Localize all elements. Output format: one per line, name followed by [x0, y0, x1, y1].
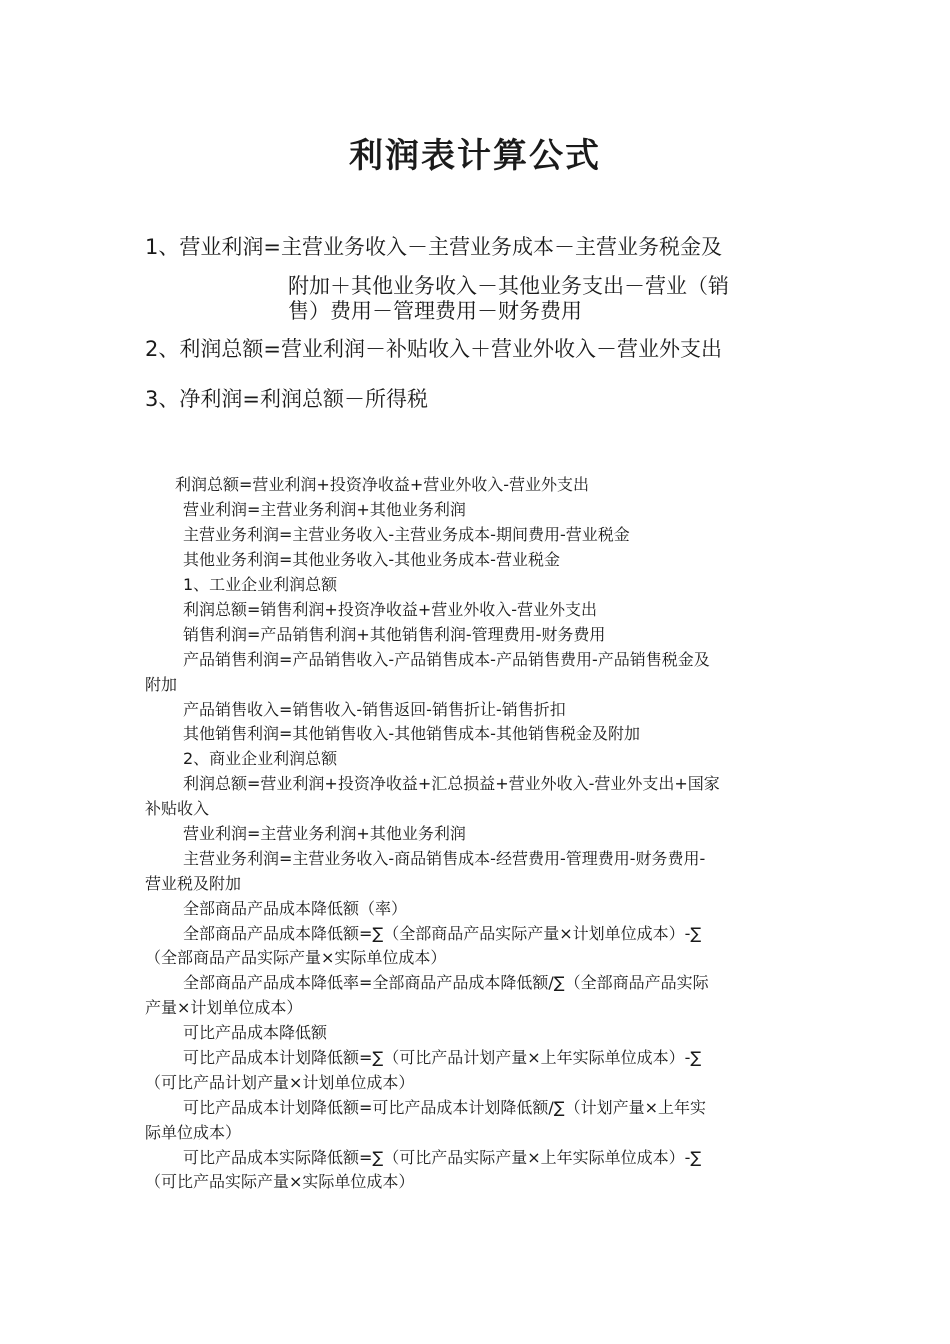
body-line: 附加 — [145, 675, 178, 694]
formula-2: 2、利润总额=营业利润－补贴收入＋营业外收入－营业外支出 — [145, 337, 722, 361]
section-heading: 全部商品产品成本降低额（率） — [183, 899, 408, 918]
body-line: 可比产品成本计划降低额=∑（可比产品计划产量×上年实际单位成本）-∑ — [183, 1048, 702, 1067]
body-line: 利润总额=销售利润+投资净收益+营业外收入-营业外支出 — [183, 600, 597, 619]
body-line: 际单位成本） — [145, 1123, 242, 1142]
section-heading: 2、商业企业利润总额 — [183, 749, 338, 768]
body-line: 营业利润=主营业务利润+其他业务利润 — [183, 824, 466, 843]
body-line: 产品销售收入=销售收入-销售返回-销售折让-销售折扣 — [183, 700, 566, 719]
body-line: （可比产品计划产量×计划单位成本） — [145, 1073, 415, 1092]
formula-3: 3、净利润=利润总额－所得税 — [145, 387, 428, 411]
body-line: 主营业务利润=主营业务收入-主营业务成本-期间费用-营业税金 — [183, 525, 630, 544]
body-line: 其他销售利润=其他销售收入-其他销售成本-其他销售税金及附加 — [183, 724, 640, 743]
body-line: 补贴收入 — [145, 799, 210, 818]
body-line: 利润总额=营业利润+投资净收益+营业外收入-营业外支出 — [175, 475, 589, 494]
body-line: 可比产品成本实际降低额=∑（可比产品实际产量×上年实际单位成本）-∑ — [183, 1148, 702, 1167]
body-line: 利润总额=营业利润+投资净收益+汇总损益+营业外收入-营业外支出+国家 — [183, 774, 720, 793]
page-title: 利润表计算公式 — [349, 136, 601, 176]
section-heading: 1、工业企业利润总额 — [183, 575, 338, 594]
formula-1-line-3: 售）费用－管理费用－财务费用 — [288, 299, 582, 323]
body-line: 全部商品产品成本降低率=全部商品产品成本降低额/∑（全部商品产品实际 — [183, 973, 709, 992]
formula-1-line-2: 附加＋其他业务收入－其他业务支出－营业（销 — [288, 274, 729, 298]
body-line: 全部商品产品成本降低额=∑（全部商品产品实际产量×计划单位成本）-∑ — [183, 924, 702, 943]
formula-1-line-1: 1、营业利润=主营业务收入－主营业务成本－主营业务税金及 — [145, 235, 722, 259]
body-line: 产量×计划单位成本） — [145, 998, 303, 1017]
body-line: 产品销售利润=产品销售收入-产品销售成本-产品销售费用-产品销售税金及 — [183, 650, 710, 669]
body-line: 可比产品成本计划降低额=可比产品成本计划降低额/∑（计划产量×上年实 — [183, 1098, 706, 1117]
body-line: 营业利润=主营业务利润+其他业务利润 — [183, 500, 466, 519]
section-heading: 可比产品成本降低额 — [183, 1023, 328, 1042]
body-line: 其他业务利润=其他业务收入-其他业务成本-营业税金 — [183, 550, 560, 569]
body-line: 销售利润=产品销售利润+其他销售利润-管理费用-财务费用 — [183, 625, 606, 644]
body-line: （可比产品实际产量×实际单位成本） — [145, 1172, 415, 1191]
body-line: 主营业务利润=主营业务收入-商品销售成本-经营费用-管理费用-财务费用- — [183, 849, 706, 868]
body-line: （全部商品产品实际产量×实际单位成本） — [145, 948, 447, 967]
body-line: 营业税及附加 — [145, 874, 242, 893]
